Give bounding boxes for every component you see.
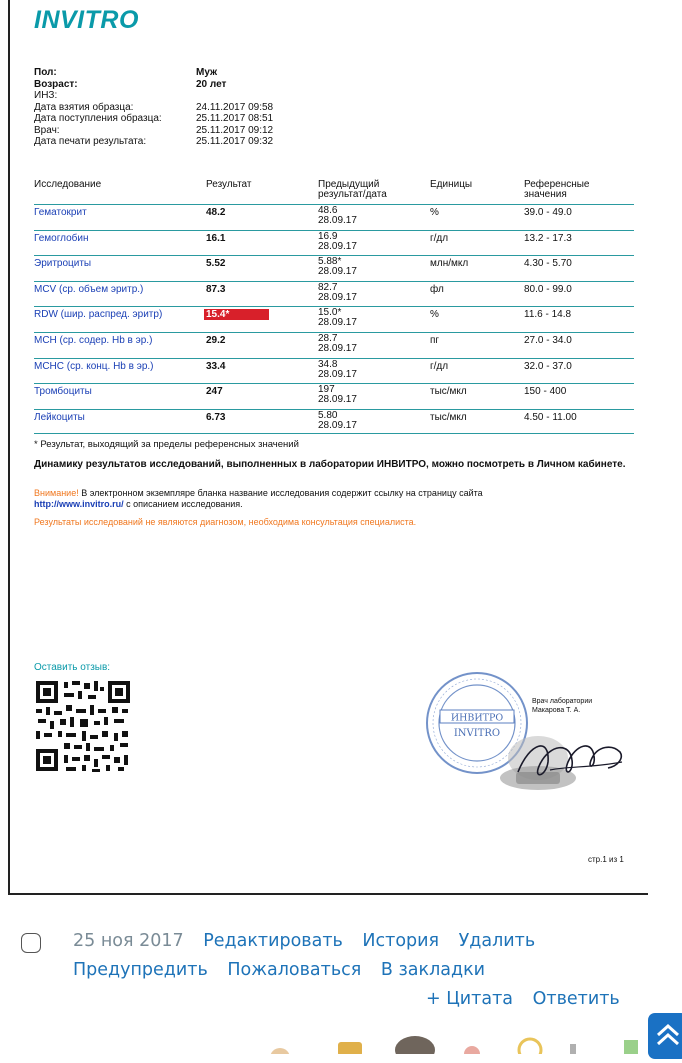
header-previous: Предыдущий результат/дата: [318, 179, 387, 200]
lab-result-document: [8, 0, 648, 895]
patient-label-age: Возраст:: [34, 78, 78, 90]
test-name-link[interactable]: Эритроциты: [34, 258, 92, 270]
unit-value: тыс/мкл: [430, 386, 467, 398]
disclaimer: Результаты исследований не являются диагнозом, необходима консультация специалиста.: [34, 517, 417, 527]
patient-value-print-date: 25.11.2017 09:32: [196, 136, 274, 147]
test-name-link[interactable]: Гематокрит: [34, 207, 87, 218]
previous-result: [318, 308, 357, 328]
previous-result: [318, 360, 357, 380]
reply-link[interactable]: Ответить: [532, 989, 620, 1009]
previous-result: [318, 385, 357, 405]
attention-note: [34, 488, 634, 509]
delete-link[interactable]: Удалить: [458, 931, 536, 951]
result-value: 6.73: [206, 411, 226, 423]
table-row: [34, 230, 634, 256]
previous-date: 28.09.17: [318, 368, 357, 380]
table-row: [34, 255, 634, 281]
previous-value: 28.7: [318, 332, 338, 344]
previous-value: 15.0*: [318, 307, 342, 319]
reference-range: 11.6 - 14.8: [524, 309, 572, 321]
reference-range: 32.0 - 37.0: [524, 360, 572, 372]
results-table: [34, 204, 634, 434]
previous-date: 28.09.17: [318, 240, 357, 252]
edit-link[interactable]: Редактировать: [203, 931, 343, 951]
patient-label-sample-date: Дата взятия образца:: [34, 101, 134, 113]
stamp-label: ИНВИТРО: [450, 712, 504, 724]
doctor-name: Макарова Т. А.: [532, 707, 581, 714]
previous-date: 28.09.17: [318, 291, 357, 303]
unit-value: г/дл: [430, 232, 449, 244]
header-test: Исследование: [34, 179, 102, 190]
doctor-title: Врач лаборатории: [532, 698, 593, 705]
result-value: 29.2: [206, 334, 226, 346]
patient-label-inz: ИНЗ:: [34, 90, 58, 101]
unit-value: пг: [430, 334, 440, 346]
unit-value: фл: [430, 283, 444, 295]
previous-date: 28.09.17: [318, 215, 357, 226]
invitro-logo: INVITRO: [34, 6, 139, 34]
result-value: 33.4: [206, 360, 226, 372]
attention-label: Внимание!: [34, 488, 79, 498]
warn-link[interactable]: Предупредить: [73, 960, 208, 980]
previous-date: 28.09.17: [318, 266, 357, 278]
previous-result: [318, 232, 357, 252]
result-value: 87.3: [206, 283, 226, 295]
previous-result: [318, 206, 357, 226]
previous-date: 28.09.17: [318, 419, 357, 431]
doctor-signature: [510, 722, 630, 787]
dynamics-note: Динамику результатов исследований, выполненных в лаборатории ИНВИТРО, можно посмотреть в Личном кабинете.: [34, 459, 626, 470]
patient-value-doctor: 25.11.2017 09:12: [196, 124, 274, 136]
table-row: [34, 409, 634, 435]
unit-value: тыс/мкл: [430, 411, 467, 423]
test-name-link[interactable]: MCH (ср. содер. Hb в эр.): [34, 334, 153, 346]
patient-label-print-date: Дата печати результата:: [34, 136, 147, 147]
page-number: стр.1 из 1: [588, 855, 624, 864]
quote-link[interactable]: + Цитата: [426, 989, 514, 1009]
reference-range: 13.2 - 17.3: [524, 232, 572, 244]
test-name-link[interactable]: RDW (шир. распред. эритр): [34, 309, 163, 321]
previous-date: 28.09.17: [318, 317, 357, 329]
reference-range: 27.0 - 34.0: [524, 334, 572, 346]
previous-result: [318, 283, 357, 303]
previous-value: 5.80: [318, 409, 338, 421]
reference-range: 150 - 400: [524, 386, 567, 398]
previous-value: 5.88*: [318, 256, 342, 268]
test-name-link[interactable]: Лейкоциты: [34, 411, 85, 423]
review-label: Оставить отзыв:: [34, 662, 111, 673]
patient-value-received-date: 25.11.2017 08:51: [196, 113, 274, 124]
doctor-signature-block: [532, 697, 592, 715]
site-link[interactable]: http://www.invitro.ru/: [34, 498, 124, 509]
result-value: 48.2: [206, 207, 226, 218]
stamp-logo-text: INVITRO: [453, 728, 501, 739]
previous-result: [318, 257, 357, 277]
unit-value: %: [430, 309, 439, 321]
patient-value-sample-date: 24.11.2017 09:58: [196, 101, 274, 113]
attention-text: В электронном экземпляре бланка название исследования содержит ссылку на страницу сайта: [78, 488, 483, 498]
patient-value-age: 20 лет: [196, 78, 227, 90]
previous-result: [318, 334, 357, 354]
site-link-tail: с описанием исследования.: [123, 498, 243, 509]
report-link[interactable]: Пожаловаться: [227, 960, 362, 980]
reference-range: 4.30 - 5.70: [524, 258, 572, 270]
previous-result: [318, 411, 357, 431]
table-row: [34, 358, 634, 384]
test-name-link[interactable]: MCHC (ср. конц. Hb в эр.): [34, 360, 154, 372]
decorative-banner-strip: [240, 1036, 660, 1054]
history-link[interactable]: История: [362, 931, 440, 951]
previous-date: 28.09.17: [318, 342, 357, 354]
previous-value: 34.8: [318, 358, 338, 370]
reference-range: 39.0 - 49.0: [524, 207, 572, 218]
reference-range: 80.0 - 99.0: [524, 283, 572, 295]
header-result: Результат: [206, 179, 252, 190]
previous-value: 82.7: [318, 281, 338, 293]
table-row: [34, 281, 634, 307]
patient-value-sex: Муж: [196, 67, 218, 78]
unit-value: г/дл: [430, 360, 449, 372]
reference-range: 4.50 - 11.00: [524, 411, 577, 423]
result-value: 5.52: [206, 258, 226, 270]
patient-label-sex: Пол:: [34, 67, 57, 78]
test-name-link[interactable]: Гемоглобин: [34, 232, 89, 244]
previous-date: 28.09.17: [318, 394, 357, 406]
table-row: [34, 306, 634, 332]
qr-code[interactable]: [34, 679, 132, 773]
table-row: [34, 383, 634, 409]
result-value: 15.4*: [204, 309, 269, 320]
select-post-checkbox[interactable]: [21, 933, 41, 953]
patient-label-doctor: Врач:: [34, 124, 60, 136]
unit-value: %: [430, 207, 439, 218]
header-units: Единицы: [430, 179, 473, 190]
result-value: 247: [206, 386, 223, 398]
bookmark-link[interactable]: В закладки: [380, 960, 486, 980]
table-row: [34, 332, 634, 358]
previous-value: 48.6: [318, 205, 338, 216]
header-reference: Референсные значения: [524, 179, 590, 200]
result-value: 16.1: [206, 232, 226, 244]
results-table-header: [34, 180, 634, 204]
previous-value: 16.9: [318, 230, 338, 242]
post-date: 25 ноя 2017: [73, 931, 184, 951]
table-row: [34, 204, 634, 230]
test-name-link[interactable]: Тромбоциты: [34, 386, 92, 398]
test-name-link[interactable]: MCV (ср. объем эритр.): [34, 283, 144, 295]
patient-label-received-date: Дата поступления образца:: [34, 113, 162, 124]
unit-value: млн/мкл: [430, 258, 469, 270]
footnote: * Результат, выходящий за пределы референсных значений: [34, 439, 299, 450]
previous-value: 197: [318, 384, 335, 396]
